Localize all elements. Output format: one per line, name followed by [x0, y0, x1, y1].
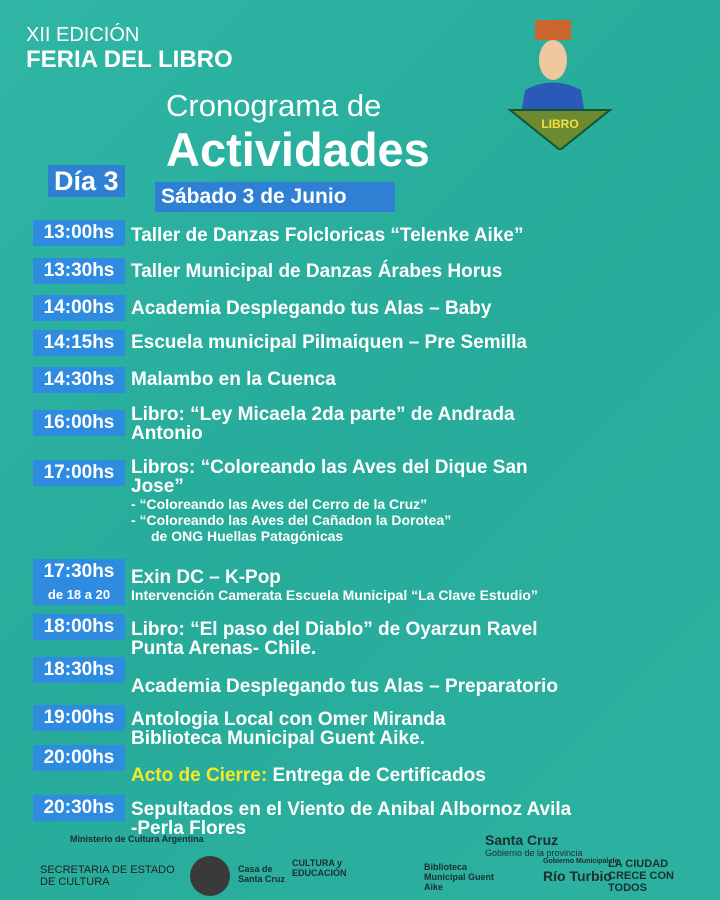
- activity-line: Academia Desplegando tus Alas – Baby: [131, 298, 492, 319]
- activity-line: Punta Arenas- Chile.: [131, 638, 317, 659]
- activity-line: Academia Desplegando tus Alas – Preparatorio: [131, 676, 558, 697]
- svg-text:LIBRO: LIBRO: [541, 117, 579, 131]
- time-badge: 16:00hs: [33, 410, 125, 436]
- activity-line: -Perla Flores: [131, 818, 247, 839]
- feria-logo-icon: [505, 20, 615, 150]
- time-badge: 14:15hs: [33, 330, 125, 356]
- title-line1: Cronograma de: [166, 88, 382, 123]
- activity-text: [131, 766, 711, 785]
- edition: XII EDICIÓN: [26, 24, 140, 46]
- time-badge: 18:00hs: [33, 614, 125, 640]
- time-badge: 17:30hs: [33, 559, 125, 585]
- secretaria-logo: SECRETARIA DE ESTADO DE CULTURA: [40, 864, 175, 888]
- day-badge: Día 3: [48, 165, 125, 197]
- cultura-logo: CULTURA y EDUCACIÓN: [292, 858, 347, 878]
- activity-text: [131, 405, 711, 443]
- activity-text: [131, 262, 711, 281]
- activity-line: Sepultados en el Viento de Anibal Albornoz Avila: [131, 799, 572, 820]
- activity-line: Biblioteca Municipal Guent Aike.: [131, 728, 425, 749]
- time-badge: 14:30hs: [33, 367, 125, 393]
- activity-text: [131, 710, 711, 748]
- activity-text: [131, 677, 711, 696]
- activity-subline: de ONG Huellas Patagónicas: [151, 528, 344, 544]
- activity-line: Libro: “Ley Micaela 2da parte” de Andrada: [131, 404, 515, 425]
- activity-text: [131, 568, 711, 603]
- santacruz-logo: Santa Cruz: [485, 832, 559, 848]
- time-badge: 13:00hs: [33, 220, 125, 246]
- date-badge: Sábado 3 de Junio: [155, 182, 395, 212]
- ministerio-logo: Ministerio de Cultura Argentina: [70, 834, 204, 844]
- santacruz-sub: Gobierno de la provincia: [485, 848, 583, 858]
- rioturbio-sub: Gobierno Municipal de: [543, 858, 619, 865]
- fair-name: FERIA DEL LIBRO: [26, 46, 233, 73]
- activity-subline: Intervención Camerata Escuela Municipal “La Clave Estudio”: [131, 587, 538, 603]
- activity-line: Taller de Danzas Folcloricas “Telenke Aike”: [131, 225, 524, 246]
- activity-text: [131, 333, 711, 352]
- activity-line: Malambo en la Cuenca: [131, 369, 336, 390]
- biblioteca-logo: Biblioteca Municipal Guent Aike: [424, 862, 495, 892]
- time-badge: 20:30hs: [33, 795, 125, 821]
- activity-line: Jose”: [131, 476, 184, 497]
- rioturbio-logo: Río Turbio: [543, 868, 612, 884]
- time-badge: 18:30hs: [33, 657, 125, 683]
- ciudad-logo: LA CIUDAD CRECE CON TODOS: [608, 858, 675, 894]
- activity-line: Libro: “El paso del Diablo” de Oyarzun Ravel: [131, 619, 538, 640]
- activity-text: [131, 370, 711, 389]
- title-line2: Actividades: [166, 123, 430, 176]
- activity-text: [131, 226, 711, 245]
- activity-text: [131, 458, 711, 544]
- activity-line: Escuela municipal Pilmaiquen – Pre Semilla: [131, 332, 527, 353]
- activity-text: [131, 620, 711, 658]
- activity-line: Taller Municipal de Danzas Árabes Horus: [131, 261, 503, 282]
- activity-line: Antonio: [131, 423, 203, 444]
- activity-subline: - “Coloreando las Aves del Cañadon la Dorotea”: [131, 512, 452, 528]
- time-badge: 19:00hs: [33, 705, 125, 731]
- activity-line: Libros: “Coloreando las Aves del Dique San: [131, 457, 528, 478]
- activity-line: Antologia Local con Omer Miranda: [131, 709, 446, 730]
- activity-line: Entrega de Certificados: [272, 765, 486, 786]
- activity-subline: - “Coloreando las Aves del Cerro de la Cruz”: [131, 496, 428, 512]
- time-badge: 14:00hs: [33, 295, 125, 321]
- time-badge: 17:00hs: [33, 460, 125, 486]
- activity-text: [131, 299, 711, 318]
- time-badge: 20:00hs: [33, 745, 125, 771]
- casa-logo: Casa de Santa Cruz: [238, 864, 286, 884]
- highlight-label: Acto de Cierre:: [131, 765, 268, 786]
- activity-line: Exin DC – K-Pop: [131, 567, 281, 588]
- time-badge: 13:30hs: [33, 258, 125, 284]
- time-subtitle: de 18 a 20: [33, 585, 125, 605]
- sponsor-logos: [0, 828, 720, 900]
